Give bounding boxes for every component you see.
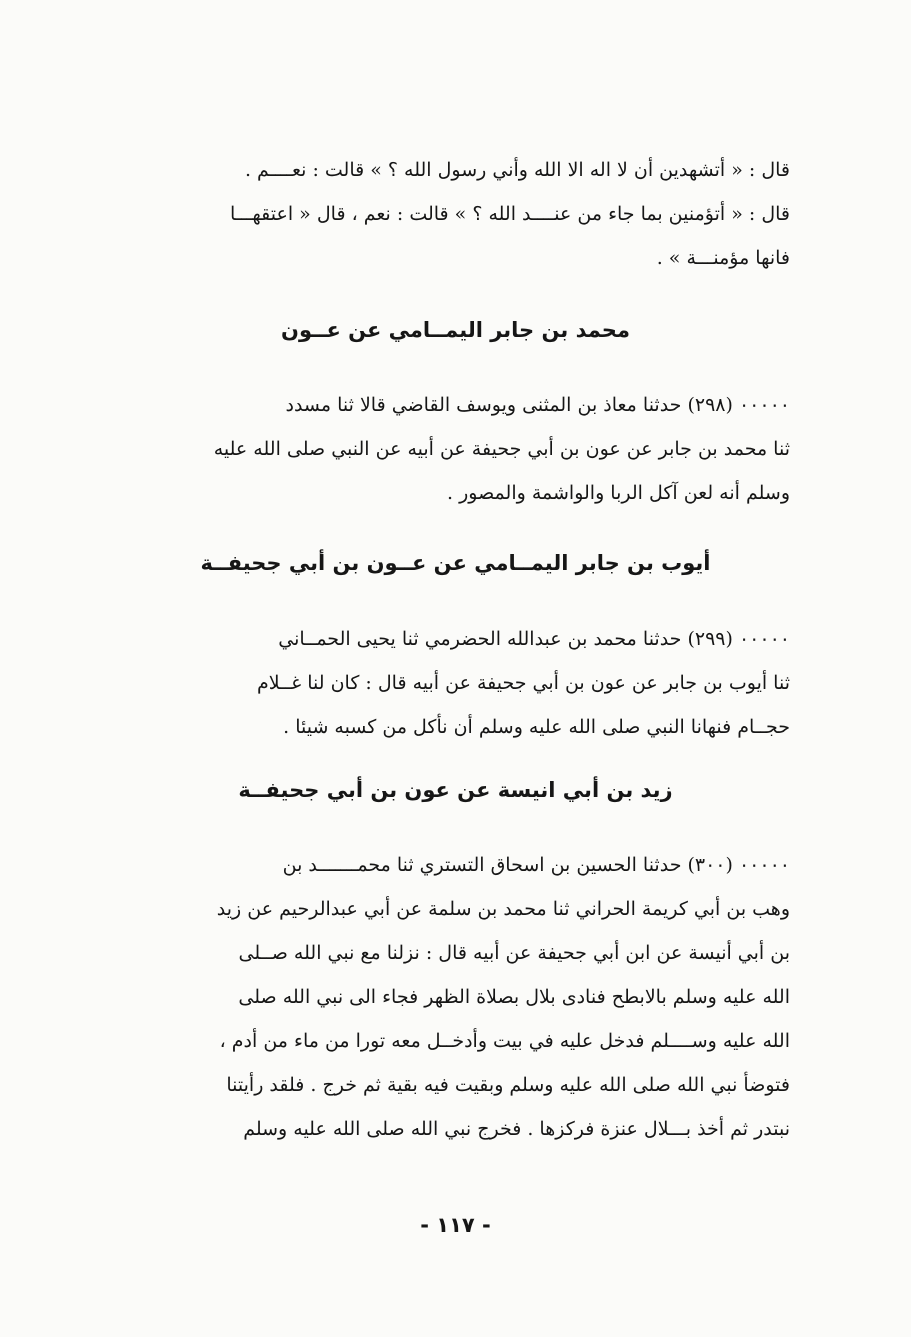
text-line: قال : « أتشهدين أن لا اله الا الله وأني رسول الله ؟ » قالت : نعــــم . bbox=[244, 159, 790, 181]
text-line: فانها مؤمنـــة » . bbox=[656, 247, 790, 269]
section-heading: محمد بن جابر اليمــامي عن عــون bbox=[281, 318, 630, 342]
hadith-300 bbox=[82, 843, 790, 1151]
section-heading: أيوب بن جابر اليمــامي عن عــون بن أبي جحيفــة bbox=[200, 551, 711, 575]
text-line: ٠٠٠٠٠ (٣٠٠) حدثنا الحسين بن اسحاق التستري ثنا محمـــــــد بن bbox=[282, 854, 790, 876]
text-line: ثنا أيوب بن جابر عن عون بن أبي جحيفة عن أبيه قال : كان لنا غــلام bbox=[257, 672, 790, 694]
text-line: فتوضأ نبي الله صلى الله عليه وسلم وبقيت فيه بقية ثم خرج . فلقد رأيتنا bbox=[226, 1074, 790, 1096]
text-line: وهب بن أبي كريمة الحراني ثنا محمد بن سلمة عن أبي عبدالرحيم عن زيد bbox=[216, 898, 790, 920]
page-number: - ١١٧ - bbox=[420, 1213, 491, 1237]
text-line: الله عليه وسلم بالابطح فنادى بلال بصلاة الظهر فجاء الى نبي الله صلى bbox=[238, 986, 790, 1008]
section-heading: زيد بن أبي انيسة عن عون بن أبي جحيفــة bbox=[238, 778, 673, 802]
text-line: بن أبي أنيسة عن ابن أبي جحيفة عن أبيه قال : نزلنا مع نبي الله صــلى bbox=[238, 942, 790, 964]
text-line: ٠٠٠٠٠ (٢٩٩) حدثنا محمد بن عبدالله الحضرمي ثنا يحيى الحمــاني bbox=[278, 628, 790, 650]
text-line: قال : « أتؤمنين بما جاء من عنــــد الله ؟ » قالت : نعم ، قال « اعتقهـــا bbox=[229, 203, 790, 225]
text-line: نبتدر ثم أخذ بـــلال عنزة فركزها . فخرج نبي الله صلى الله عليه وسلم bbox=[243, 1118, 790, 1140]
paragraph-intro bbox=[82, 148, 790, 280]
text-line: ثنا محمد بن جابر عن عون بن أبي جحيفة عن أبيه عن النبي صلى الله عليه bbox=[213, 438, 790, 460]
text-line: وسلم أنه لعن آكل الربا والواشمة والمصور . bbox=[447, 482, 790, 504]
text-line: ٠٠٠٠٠ (٢٩٨) حدثنا معاذ بن المثنى ويوسف القاضي قالا ثنا مسدد bbox=[285, 394, 790, 416]
text-line: الله عليه وســــلم فدخل عليه في بيت وأدخــل معه تورا من ماء من أدم ، bbox=[219, 1030, 790, 1052]
hadith-299 bbox=[82, 617, 790, 749]
text-line: حجــام فنهانا النبي صلى الله عليه وسلم أن نأكل من كسبه شيئا . bbox=[283, 716, 790, 738]
hadith-298 bbox=[82, 383, 790, 515]
